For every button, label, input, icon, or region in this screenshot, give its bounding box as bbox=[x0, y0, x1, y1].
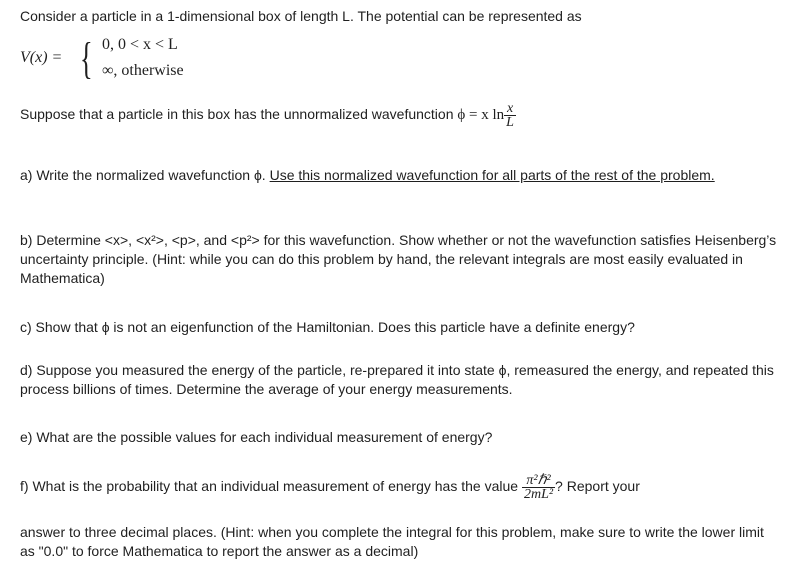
energy-fraction bbox=[522, 474, 555, 501]
question-b: b) Determine <x>, <x²>, <p>, and <p²> for this wavefunction. Show whether or not the wavefunction satisfies Heisenberg’s uncertainty principle. (Hint: while you can do this problem by hand, the relevant integrals are most easily evaluated in Mathematica) bbox=[20, 232, 777, 286]
wavefunction-formula: ϕ = x ln bbox=[457, 107, 505, 124]
question-f bbox=[20, 474, 780, 501]
question-e: e) What are the possible values for each individual measurement of energy? bbox=[20, 429, 493, 445]
question-f-text: f) What is the probability that an individual measurement of energy has the value bbox=[20, 478, 519, 495]
potential-case-otherwise: ∞, otherwise bbox=[102, 62, 184, 79]
wavefunction-fraction bbox=[504, 102, 516, 129]
question-a-text: a) Write the normalized wavefunction ϕ. bbox=[20, 167, 266, 183]
left-brace-icon: { bbox=[80, 34, 93, 83]
fraction-numerator: x bbox=[504, 102, 516, 116]
question-f-tail: ? Report your bbox=[555, 478, 640, 495]
question-a bbox=[20, 166, 780, 185]
question-a-underlined: Use this normalized wavefunction for all parts of the rest of the problem. bbox=[269, 167, 715, 183]
wavefunction-text: Suppose that a particle in this box has the unnormalized wavefunction bbox=[20, 106, 454, 123]
energy-denominator: 2mL² bbox=[523, 487, 554, 502]
question-f-continuation: answer to three decimal places. (Hint: when you complete the integral for this problem, make sure to write the lower limit as "0.0" to force Mathematica to report the answer as a decimal) bbox=[20, 524, 764, 559]
energy-numerator: π²ℏ² bbox=[522, 474, 555, 488]
question-d: d) Suppose you measured the energy of the particle, re-prepared it into state ϕ, remeasured the energy, and repeated this process billions of times. Determine the average of your energy measurements. bbox=[20, 362, 774, 397]
intro-text: Consider a particle in a 1-dimensional box of length L. The potential can be represented as bbox=[20, 8, 582, 24]
potential-case-inside: 0, 0 < x < L bbox=[102, 36, 178, 53]
question-c: c) Show that ϕ is not an eigenfunction of the Hamiltonian. Does this particle have a definite energy? bbox=[20, 319, 635, 335]
potential-definition bbox=[20, 34, 260, 90]
wavefunction-statement bbox=[20, 102, 780, 129]
fraction-denominator: L bbox=[506, 115, 514, 130]
potential-lhs: V(x) = bbox=[20, 49, 63, 66]
